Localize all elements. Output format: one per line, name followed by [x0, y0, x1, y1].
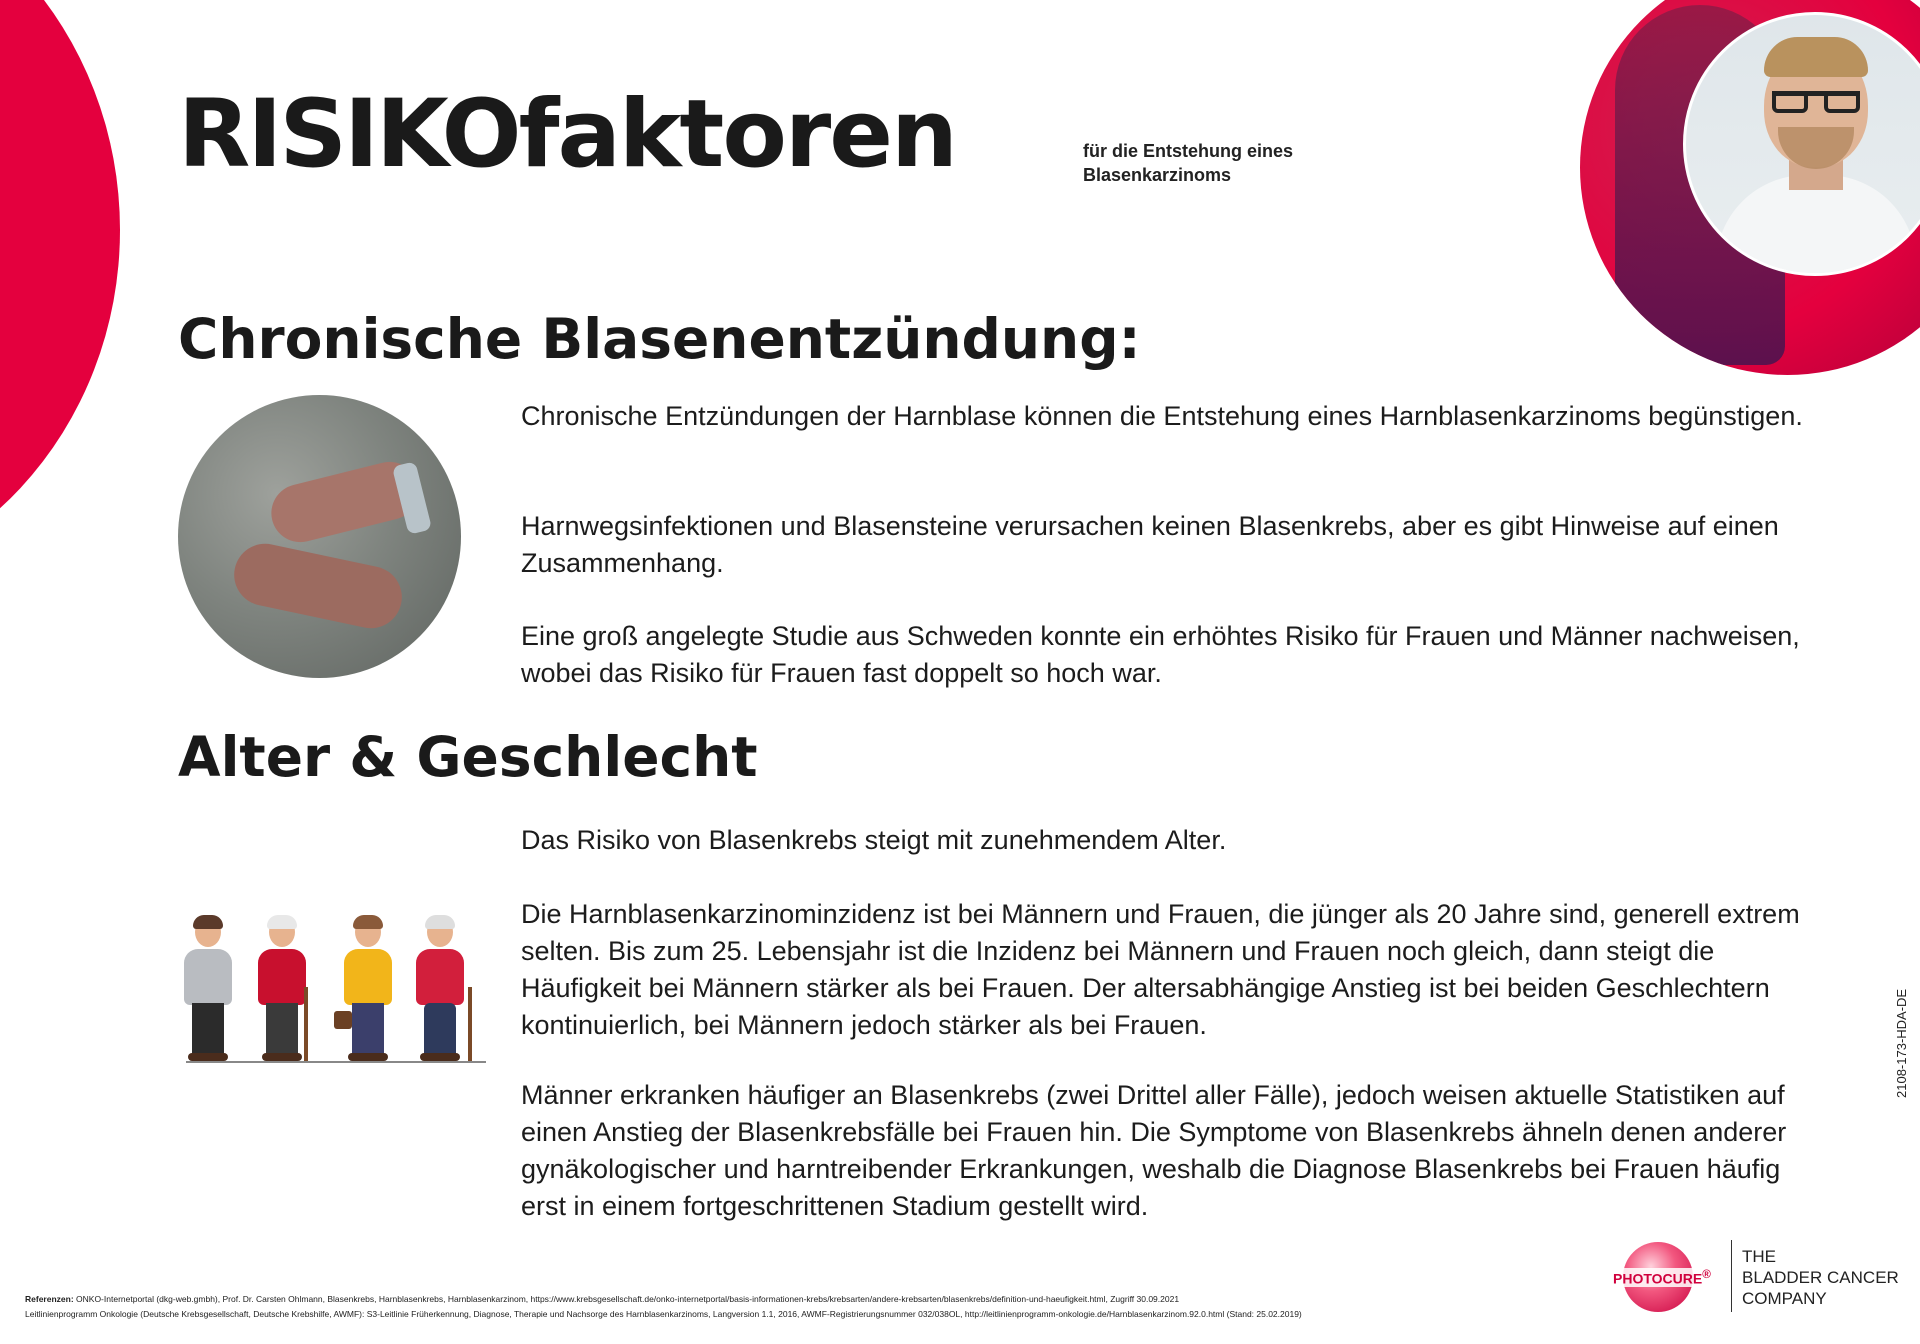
person-4 [412, 917, 468, 1061]
hands-on-belly-image [178, 395, 461, 678]
section1-paragraph-3: Eine groß angelegte Studie aus Schweden konnte ein erhöhtes Risiko für Frauen und Männer nachweisen, wobei das Risiko für Frauen fast doppelt so hoch war. [521, 621, 1800, 688]
document-code: 2108-173-HDA-DE [1894, 988, 1909, 1098]
references [25, 1292, 1585, 1322]
portrait-hair [1764, 37, 1868, 77]
references-label: Referenzen: [25, 1294, 74, 1304]
hand-lower [228, 538, 407, 634]
elderly-people-illustration [180, 905, 490, 1065]
page-title [178, 80, 956, 189]
person-3 [340, 917, 396, 1061]
logo-divider [1731, 1240, 1732, 1312]
title-bold: RISIKO [178, 80, 519, 189]
reference-1: ONKO-Internetportal (dkg-web.gmbh), Prof. Dr. Carsten Ohlmann, Blasenkrebs, Harnblasenkrebs, Harnblasenkarzinom, https://www.krebsgesellschaft.de/onko-internetportal/basis-informationen-krebs/krebsarten/andere-krebsarten/blasenkrebs/definition-und-haeufigkeit.html, Zugriff 30.09.2021 [76, 1294, 1180, 1304]
section2-paragraph-3: Männer erkranken häufiger an Blasenkrebs (zwei Drittel aller Fälle), jedoch weisen aktuelle Statistiken auf einen Anstieg der Blasenkrebsfälle bei Frauen hin. Die Symptome von Blasenkrebs ähneln denen anderer gynäkologischer und harntreibender Erkrankungen, weshalb die Diagnose Blasenkrebs bei Frauen häufig erst in einem fortgeschrittenen Stadium gestellt wird. [521, 1080, 1787, 1221]
portrait-glasses [1772, 91, 1860, 118]
section1-paragraph-2: Harnwegsinfektionen und Blasensteine verursachen keinen Blasenkrebs, aber es gibt Hinweise auf einen Zusammenhang. [521, 511, 1779, 578]
reference-2: Leitlinienprogramm Onkologie (Deutsche Krebsgesellschaft, Deutsche Krebshilfe, AWMF): S3-Leitlinie Früherkennung, Diagnose, Therapie und Nachsorge des Harnblasenkarzinoms, Langversion 1.1, 2016, AWMF-Registrierungsnummer 032/038OL, http://leitlinienprogramm-onkologie.de/Harnblasenkarzinom.92.0.html (Stand: 25.02.2019) [25, 1309, 1302, 1319]
title-rest: faktoren [518, 80, 956, 189]
subtitle-line-2: Blasenkarzinoms [1083, 165, 1232, 185]
title-subtitle [1083, 139, 1353, 187]
section-heading-bladder-inflammation: Chronische Blasenentzündung: [178, 307, 1141, 371]
ground-line [186, 1061, 486, 1063]
decorative-arc [0, 0, 120, 595]
portrait-body [1716, 175, 1916, 276]
photocure-logo-text: PHOTOCURE® [1613, 1268, 1711, 1287]
logo-tagline: THE BLADDER CANCER COMPANY [1742, 1247, 1899, 1308]
section2-paragraph-1: Das Risiko von Blasenkrebs steigt mit zunehmendem Alter. [521, 825, 1227, 855]
person-2 [254, 917, 310, 1061]
person-1 [180, 917, 236, 1061]
section2-paragraph-2: Die Harnblasenkarzinominzidenz ist bei Männern und Frauen, die jünger als 20 Jahre sind, generell extrem selten. Bis zum 25. Lebensjahr ist die Inzidenz bei Männern und Frauen noch gleich, dann steigt die Häufigkeit bei Männern stärker als bei Frauen. Der altersabhängige Anstieg ist bei beiden Geschlechtern kontinuierlich, bei Männern jedoch stärker als bei Frauen. [521, 899, 1800, 1040]
section-heading-age-gender: Alter & Geschlecht [178, 725, 758, 789]
section1-paragraph-1: Chronische Entzündungen der Harnblase können die Entstehung eines Harnblasenkarzinoms begünstigen. [521, 401, 1803, 431]
subtitle-line-1: für die Entstehung eines [1083, 141, 1294, 161]
